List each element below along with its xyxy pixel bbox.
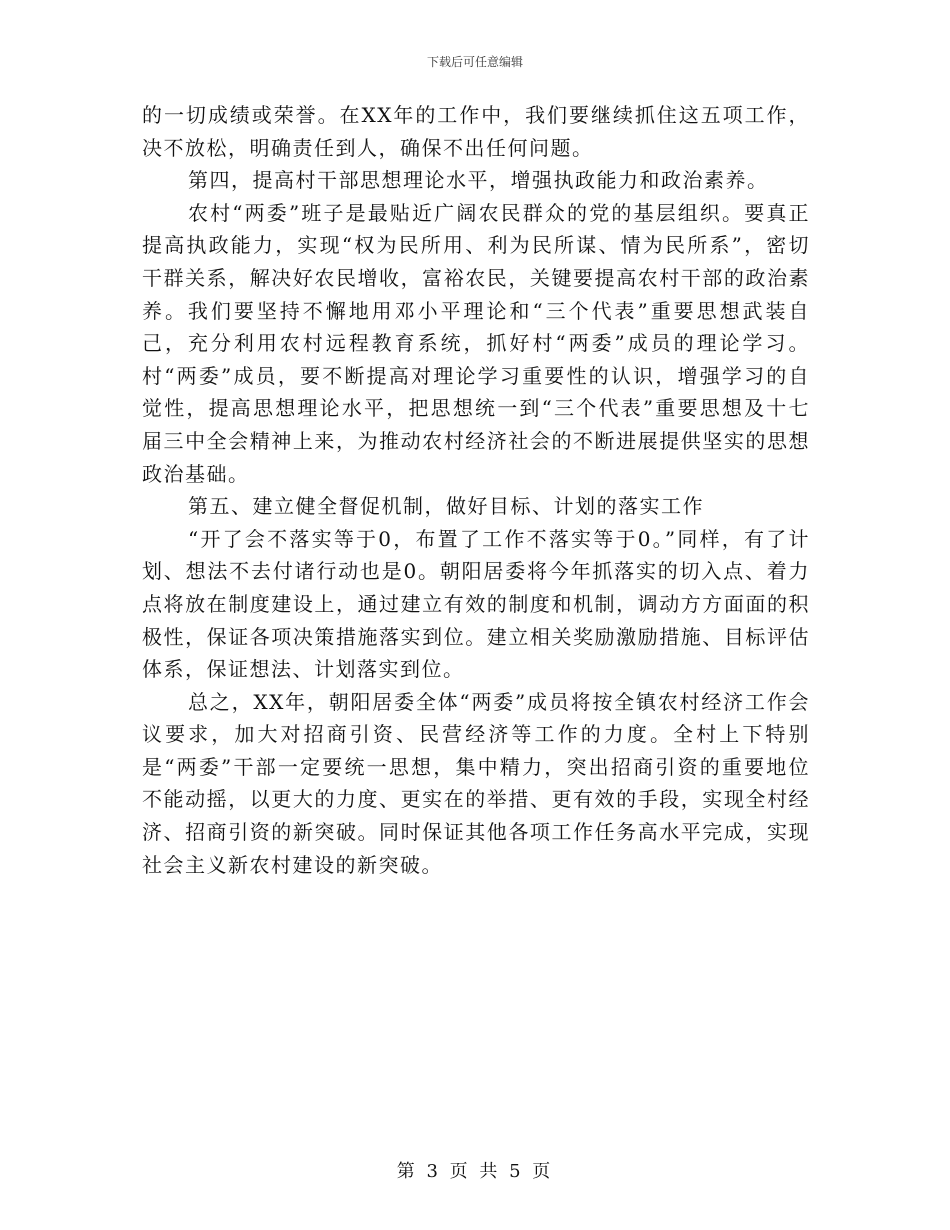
paragraph-continuation: 的一切成绩或荣誉。在XX年的工作中，我们要继续抓住这五项工作，决不放松，明确责任到人，确保不出任何问题。 <box>142 103 810 160</box>
paragraph-heading-fourth: 第四，提高村干部思想理论水平，增强执政能力和政治素养。 <box>188 168 769 193</box>
paragraph-heading-fifth: 第五、建立健全督促机制，做好目标、计划的落实工作 <box>188 494 704 519</box>
document-body <box>142 99 810 881</box>
page-number: 第 3 页 共 5 页 <box>396 1161 554 1182</box>
page-header-note: 下载后可任意编辑 <box>426 55 523 69</box>
paragraph-summary: 总之，XX年，朝阳居委全体“两委”成员将按全镇农村经济工作会议要求，加大对招商引资、民营经济等工作的力度。全村上下特别是“两委”干部一定要统一思想，集中精力，突出招商引资的重要地位不能动摇，以更大的力度、更实在的举措、更有效的手段，实现全村经济、招商引资的新突破。同时保证其他各项工作任务高水平完成，实现社会主义新农村建设的新突破。 <box>142 689 810 877</box>
paragraph-village-committee: 农村“两委”班子是最贴近广阔农民群众的党的基层组织。要真正提高执政能力，实现“权为民所用、利为民所谋、情为民所系”，密切干群关系，解决好农民增收，富裕农民，关键要提高农村干部的政治素养。我们要坚持不懈地用邓小平理论和“三个代表”重要思想武装自己，充分利用农村远程教育系统，抓好村“两委”成员的理论学习。村“两委”成员，要不断提高对理论学习重要性的认识，增强学习的自觉性，提高思想理论水平，把思想统一到“三个代表”重要思想及十七届三中全会精神上来，为推动农村经济社会的不断进展提供坚实的思想政治基础。 <box>142 200 810 486</box>
paragraph-implementation: “开了会不落实等于0，布置了工作不落实等于0。”同样，有了计划、想法不去付诸行动也是0。朝阳居委将今年抓落实的切入点、着力点将放在制度建设上，通过建立有效的制度和机制，调动方方面面的积极性，保证各项决策措施落实到位。建立相关奖励激励措施、目标评估体系，保证想法、计划落实到位。 <box>142 526 810 682</box>
